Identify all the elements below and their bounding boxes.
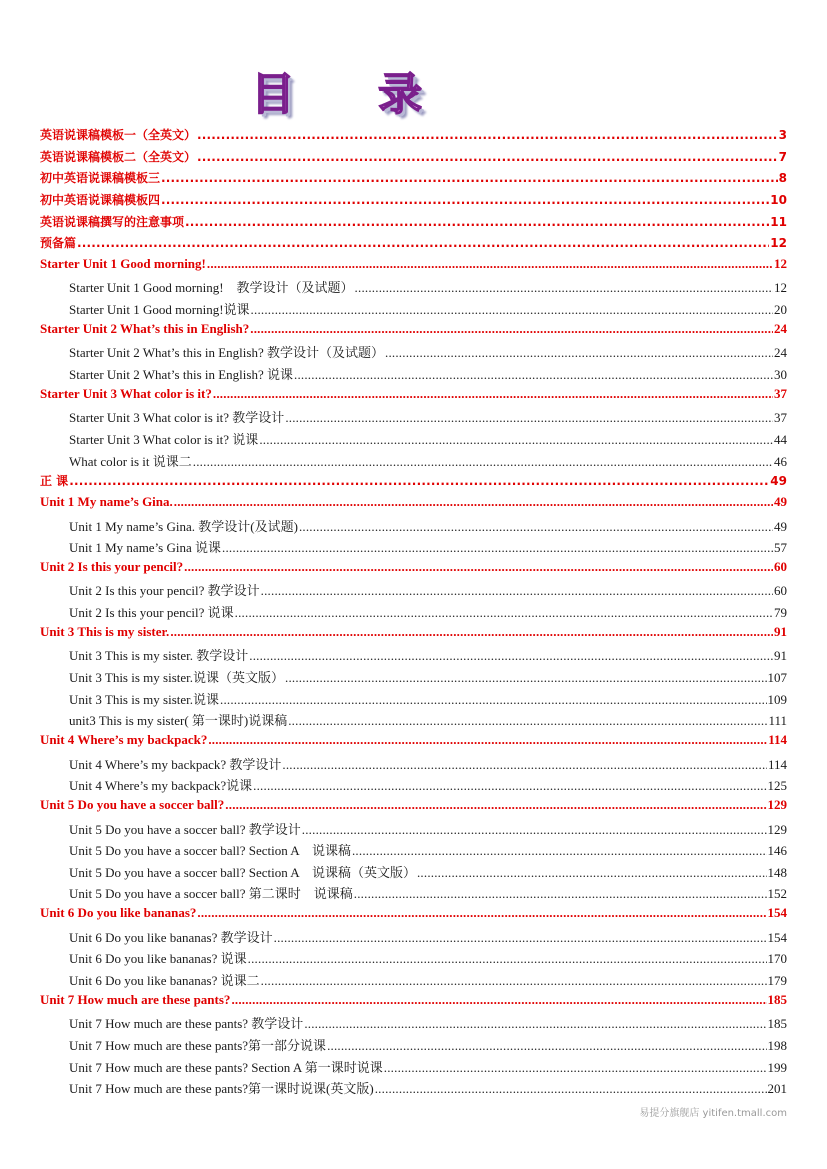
toc-subentry[interactable] — [40, 451, 787, 473]
toc-entry-label: What color is it 说课二 — [69, 453, 192, 469]
toc-entry-label: Starter Unit 1 Good morning! 教学设计（及试题） — [69, 280, 354, 296]
toc-subentry[interactable] — [40, 862, 787, 884]
toc-dot-leader — [220, 692, 767, 708]
toc-entry-page-number: 24 — [774, 345, 787, 361]
toc-entry-label: Unit 6 Do you like bananas? 说课 — [69, 951, 247, 967]
toc-entry-page-number: 114 — [767, 756, 787, 772]
toc-dot-leader — [285, 410, 773, 426]
toc-entry-label: 正 课 — [40, 474, 69, 489]
watermark-footer: 易提分旗舰店 yitifen.tmall.com — [639, 1108, 787, 1119]
toc-entry-label: Unit 1 My name’s Gina 说课 — [69, 540, 222, 556]
toc-subentry[interactable] — [40, 299, 787, 321]
toc-section-entry[interactable] — [40, 992, 787, 1014]
toc-entry-page-number: 111 — [768, 713, 787, 729]
toc-subentry[interactable] — [40, 775, 787, 797]
toc-entry-label: Unit 6 Do you like bananas? — [40, 905, 197, 921]
toc-subentry[interactable] — [40, 407, 787, 429]
toc-entry-label: Unit 4 Where’s my backpack? 教学设计 — [69, 756, 282, 772]
toc-dot-leader — [375, 1081, 767, 1097]
toc-entry-label: Unit 7 How much are these pants? Section A 第一课时说课 — [69, 1059, 383, 1075]
toc-dot-leader — [261, 973, 767, 989]
toc-section-entry[interactable] — [40, 213, 787, 235]
toc-entry-label: 预备篇 — [40, 236, 77, 251]
toc-dot-leader — [248, 951, 767, 967]
toc-entry-label: Unit 7 How much are these pants?第一部分说课 — [69, 1037, 327, 1053]
toc-dot-leader — [288, 713, 767, 729]
toc-dot-leader — [299, 519, 773, 535]
toc-dot-leader — [294, 367, 773, 383]
toc-subentry[interactable] — [40, 970, 787, 992]
toc-subentry[interactable] — [40, 1035, 787, 1057]
table-of-contents — [40, 126, 787, 1100]
toc-entry-page-number: 60 — [774, 558, 787, 574]
toc-section-entry[interactable] — [40, 386, 787, 408]
toc-entry-page-number: 11 — [770, 214, 787, 229]
toc-dot-leader — [384, 1060, 767, 1076]
toc-dot-leader — [259, 432, 773, 448]
toc-dot-leader — [213, 386, 773, 402]
toc-subentry[interactable] — [40, 754, 787, 776]
toc-entry-label: Unit 3 This is my sister. — [40, 623, 170, 639]
toc-entry-page-number: 30 — [774, 367, 787, 383]
toc-entry-label: Starter Unit 2 What’s this in English? — [40, 320, 250, 336]
toc-entry-label: Starter Unit 2 What’s this in English? 教学设计（及试题） — [69, 345, 384, 361]
toc-dot-leader — [222, 540, 773, 556]
toc-subentry[interactable] — [40, 516, 787, 538]
toc-entry-label: 初中英语说课稿模板三 — [40, 171, 161, 186]
page-title-text: 目 录 — [250, 69, 457, 120]
toc-subentry[interactable] — [40, 689, 787, 711]
toc-entry-label: Unit 5 Do you have a soccer ball? — [40, 796, 225, 812]
toc-dot-leader — [161, 193, 769, 207]
toc-subentry[interactable] — [40, 537, 787, 559]
toc-entry-label: Starter Unit 1 Good morning!说课 — [69, 302, 250, 318]
toc-entry-page-number: 49 — [770, 474, 787, 489]
toc-entry-page-number: 91 — [774, 623, 787, 639]
toc-subentry[interactable] — [40, 364, 787, 386]
toc-entry-label: Unit 3 This is my sister.说课 — [69, 691, 219, 707]
toc-entry-label: Unit 3 This is my sister.说课（英文版） — [69, 670, 284, 686]
toc-subentry[interactable] — [40, 710, 787, 732]
toc-dot-leader — [197, 128, 778, 142]
toc-entry-label: Starter Unit 3 What color is it? 说课 — [69, 431, 259, 447]
toc-entry-page-number: 201 — [767, 1081, 787, 1097]
toc-entry-page-number: 185 — [767, 1016, 787, 1032]
toc-subentry[interactable] — [40, 580, 787, 602]
toc-dot-leader — [77, 236, 769, 250]
toc-entry-label: Unit 3 This is my sister. 教学设计 — [69, 648, 249, 664]
toc-subentry[interactable] — [40, 927, 787, 949]
toc-entry-page-number: 49 — [774, 518, 787, 534]
toc-entry-page-number: 125 — [767, 778, 787, 794]
toc-dot-leader — [170, 624, 773, 640]
toc-entry-page-number: 3 — [778, 128, 787, 142]
toc-subentry[interactable] — [40, 819, 787, 841]
toc-dot-leader — [208, 732, 767, 748]
toc-entry-label: Unit 2 Is this your pencil? — [40, 558, 184, 574]
toc-section-entry[interactable] — [40, 559, 787, 581]
toc-dot-leader — [261, 583, 773, 599]
toc-entry-page-number: 12 — [774, 280, 787, 296]
toc-dot-leader — [385, 345, 773, 361]
toc-entry-label: Unit 6 Do you like bananas? 教学设计 — [69, 929, 273, 945]
toc-entry-page-number: 10 — [770, 192, 787, 207]
toc-entry-page-number: 49 — [774, 493, 787, 509]
toc-entry-page-number: 20 — [774, 302, 787, 318]
toc-subentry[interactable] — [40, 429, 787, 451]
toc-entry-page-number: 79 — [774, 605, 787, 621]
toc-entry-label: 英语说课稿模板二（全英文） — [40, 149, 197, 164]
toc-dot-leader — [197, 150, 778, 164]
toc-entry-page-number: 146 — [767, 843, 787, 859]
toc-entry-page-number: 114 — [768, 731, 787, 747]
toc-dot-leader — [249, 648, 773, 664]
toc-entry-page-number: 12 — [774, 255, 787, 271]
toc-entry-page-number: 154 — [767, 929, 787, 945]
toc-entry-page-number: 154 — [767, 905, 787, 921]
toc-entry-label: Starter Unit 3 What color is it? — [40, 385, 212, 401]
toc-subentry[interactable] — [40, 1013, 787, 1035]
toc-dot-leader — [235, 605, 773, 621]
toc-subentry[interactable] — [40, 602, 787, 624]
toc-dot-leader — [207, 256, 773, 272]
toc-entry-page-number: 129 — [767, 796, 787, 812]
toc-entry-page-number: 91 — [774, 648, 787, 664]
toc-entry-page-number: 44 — [774, 431, 787, 447]
toc-dot-leader — [193, 454, 773, 470]
toc-entry-page-number: 60 — [774, 583, 787, 599]
toc-dot-leader — [253, 778, 766, 794]
toc-entry-label: Unit 7 How much are these pants? — [40, 991, 231, 1007]
toc-section-entry[interactable] — [40, 321, 787, 343]
toc-entry-label: 英语说课稿撰写的注意事项 — [40, 214, 185, 229]
toc-entry-label: Unit 7 How much are these pants? 教学设计 — [69, 1016, 304, 1032]
toc-entry-page-number: 129 — [767, 821, 787, 837]
toc-entry-page-number: 8 — [778, 171, 787, 186]
toc-section-entry[interactable] — [40, 126, 787, 148]
toc-section-entry[interactable] — [40, 169, 787, 191]
toc-dot-leader — [174, 494, 773, 510]
toc-entry-page-number: 12 — [770, 236, 787, 251]
toc-entry-page-number: 148 — [767, 864, 787, 880]
toc-section-entry[interactable] — [40, 732, 787, 754]
toc-dot-leader — [282, 757, 767, 773]
toc-dot-leader — [417, 865, 767, 881]
toc-subentry[interactable] — [40, 883, 787, 905]
toc-subentry[interactable] — [40, 1078, 787, 1100]
toc-dot-leader — [197, 905, 766, 921]
toc-entry-label: 英语说课稿模板一（全英文） — [40, 128, 197, 142]
toc-entry-label: Unit 5 Do you have a soccer ball? Section A 说课稿 — [69, 843, 351, 859]
toc-entry-label: 初中英语说课稿模板四 — [40, 192, 161, 207]
toc-entry-page-number: 152 — [767, 886, 787, 902]
toc-entry-page-number: 37 — [774, 385, 787, 401]
toc-entry-label: unit3 This is my sister( 第一课时)说课稿 — [69, 713, 288, 729]
toc-entry-label: Unit 5 Do you have a soccer ball? 教学设计 — [69, 821, 301, 837]
toc-subentry[interactable] — [40, 342, 787, 364]
toc-entry-label: Unit 2 Is this your pencil? 教学设计 — [69, 583, 260, 599]
toc-entry-page-number: 24 — [774, 320, 787, 336]
toc-section-entry[interactable] — [40, 905, 787, 927]
toc-dot-leader — [304, 1016, 766, 1032]
toc-entry-page-number: 109 — [767, 691, 787, 707]
toc-subentry[interactable] — [40, 645, 787, 667]
toc-entry-page-number: 37 — [774, 410, 787, 426]
toc-subentry[interactable] — [40, 840, 787, 862]
toc-entry-page-number: 170 — [767, 951, 787, 967]
toc-dot-leader — [251, 302, 773, 318]
toc-section-entry[interactable] — [40, 797, 787, 819]
toc-section-entry[interactable] — [40, 472, 787, 494]
toc-section-entry[interactable] — [40, 148, 787, 170]
toc-entry-page-number: 185 — [767, 991, 787, 1007]
toc-section-entry[interactable] — [40, 494, 787, 516]
toc-section-entry[interactable] — [40, 234, 787, 256]
toc-dot-leader — [231, 992, 766, 1008]
toc-entry-label: Unit 5 Do you have a soccer ball? Section A 说课稿（英文版） — [69, 864, 416, 880]
toc-dot-leader — [161, 171, 778, 185]
toc-entry-label: Unit 1 My name’s Gina. 教学设计(及试题) — [69, 518, 298, 534]
toc-entry-label: Unit 5 Do you have a soccer ball? 第二课时 说课稿 — [69, 886, 353, 902]
toc-section-entry[interactable] — [40, 624, 787, 646]
toc-entry-label: Unit 1 My name’s Gina. — [40, 493, 173, 509]
toc-subentry[interactable] — [40, 667, 787, 689]
toc-dot-leader — [274, 930, 767, 946]
toc-subentry[interactable] — [40, 1057, 787, 1079]
toc-entry-label: Starter Unit 2 What’s this in English? 说课 — [69, 367, 293, 383]
toc-dot-leader — [302, 822, 767, 838]
toc-dot-leader — [352, 843, 767, 859]
toc-dot-leader — [355, 280, 773, 296]
toc-dot-leader — [327, 1038, 766, 1054]
toc-dot-leader — [69, 474, 769, 488]
toc-entry-label: Unit 7 How much are these pants?第一课时说课(英文版) — [69, 1081, 374, 1097]
toc-entry-page-number: 57 — [774, 540, 787, 556]
toc-entry-page-number: 199 — [767, 1059, 787, 1075]
toc-entry-page-number: 179 — [767, 972, 787, 988]
toc-entry-label: Starter Unit 1 Good morning! — [40, 255, 206, 271]
toc-entry-label: Unit 4 Where’s my backpack? — [40, 731, 208, 747]
toc-entry-label: Starter Unit 3 What color is it? 教学设计 — [69, 410, 285, 426]
toc-entry-page-number: 107 — [767, 670, 787, 686]
toc-entry-page-number: 46 — [774, 453, 787, 469]
toc-dot-leader — [285, 670, 767, 686]
toc-section-entry[interactable] — [40, 256, 787, 278]
toc-entry-page-number: 7 — [778, 149, 787, 164]
toc-entry-label: Unit 4 Where’s my backpack?说课 — [69, 778, 253, 794]
toc-subentry[interactable] — [40, 948, 787, 970]
toc-entry-label: Unit 2 Is this your pencil? 说课 — [69, 605, 234, 621]
toc-dot-leader — [250, 321, 773, 337]
toc-section-entry[interactable] — [40, 191, 787, 213]
toc-subentry[interactable] — [40, 277, 787, 299]
toc-dot-leader — [185, 215, 769, 229]
toc-entry-label: Unit 6 Do you like bananas? 说课二 — [69, 972, 260, 988]
page-title — [0, 58, 827, 122]
toc-dot-leader — [184, 559, 773, 575]
toc-entry-page-number: 198 — [767, 1037, 787, 1053]
toc-dot-leader — [354, 886, 767, 902]
toc-dot-leader — [225, 797, 766, 813]
